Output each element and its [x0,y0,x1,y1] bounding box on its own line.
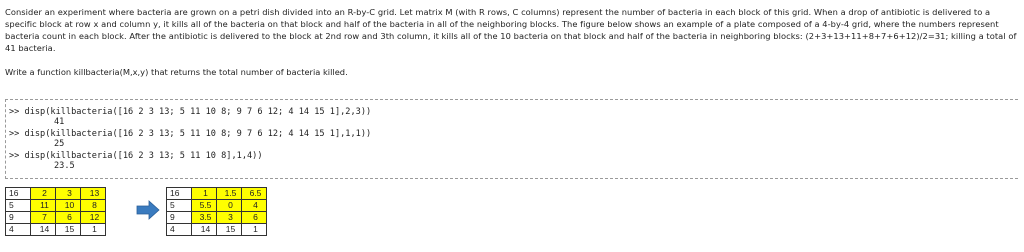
code-line-out-1: 41 [54,117,65,127]
grid-after-row [167,212,267,224]
grid-after-cell: 4 [167,224,192,236]
grid-before-cell: 3 [56,188,81,200]
grid-before [5,187,106,236]
grid-after-cell: 3.5 [192,212,217,224]
grid-before-row [6,224,106,236]
code-example-box [5,99,1018,179]
grid-before-cell: 10 [56,200,81,212]
grid-after-cell: 5 [167,200,192,212]
code-line-out-3: 23.5 [54,161,75,171]
grid-after-cell: 6 [242,212,267,224]
grid-before-cell: 6 [56,212,81,224]
grid-after-cell: 1.5 [217,188,242,200]
grid-before-cell: 8 [81,200,106,212]
code-line-cmd-1: >> disp(killbacteria([16 2 3 13; 5 11 10 8; 9 7 6 12; 4 14 15 1],2,3)) [9,107,372,117]
code-line-cmd-3: >> disp(killbacteria([16 2 3 13; 5 11 10 8],1,4)) [9,151,263,161]
grid-before-row [6,188,106,200]
grid-after-cell: 3 [217,212,242,224]
code-line-out-2: 25 [54,139,65,149]
grid-after-cell: 14 [192,224,217,236]
grid-before-row [6,200,106,212]
right-arrow-icon [136,200,160,220]
grid-after-cell: 15 [217,224,242,236]
code-line-cmd-2: >> disp(killbacteria([16 2 3 13; 5 11 10 8; 9 7 6 12; 4 14 15 1],1,1)) [9,129,372,139]
grid-after-cell: 16 [167,188,192,200]
grid-before-cell: 16 [6,188,31,200]
grid-before-cell: 13 [81,188,106,200]
grid-after-cell: 4 [242,200,267,212]
grid-before-cell: 12 [81,212,106,224]
grid-after [166,187,267,236]
grid-after-cell: 0 [217,200,242,212]
grid-before-row [6,212,106,224]
grid-after-row [167,188,267,200]
grid-before-cell: 2 [31,188,56,200]
grid-after-cell: 1 [192,188,217,200]
grid-before-cell: 14 [31,224,56,236]
problem-description: Consider an experiment where bacteria are grown on a petri dish divided into an R-by-C grid. Let matrix M (with R rows, C columns) represent the number of bacteria in each block of this grid. When a drop of antibiotic is delivered to a specific block at row x and column y, it kills all of the bacteria on that block and half of the bacteria in all of the neighboring blocks. The figure below shows an example of a plate composed of a 4-by-4 grid, where the numbers represent bacteria count in each block. After the antibiotic is delivered to the block at 2nd row and 3th column, it kills all of the 10 bacteria on that block and half of the bacteria in neighboring blocks: (2+3+13+11+8+7+6+12)/2=31; killing a total of 41 bacteria. [5,7,1017,53]
grid-after-cell: 5.5 [192,200,217,212]
grid-after-cell: 1 [242,224,267,236]
task-statement: Write a function killbacteria(M,x,y) that returns the total number of bacteria killed. [5,67,348,77]
grid-before-cell: 15 [56,224,81,236]
grid-after-row [167,224,267,236]
grid-after-row [167,200,267,212]
grid-before-cell: 4 [6,224,31,236]
grid-before-cell: 5 [6,200,31,212]
grid-before-cell: 11 [31,200,56,212]
grid-after-cell: 9 [167,212,192,224]
grid-before-cell: 9 [6,212,31,224]
grid-before-cell: 7 [31,212,56,224]
grid-after-cell: 6.5 [242,188,267,200]
grid-before-cell: 1 [81,224,106,236]
